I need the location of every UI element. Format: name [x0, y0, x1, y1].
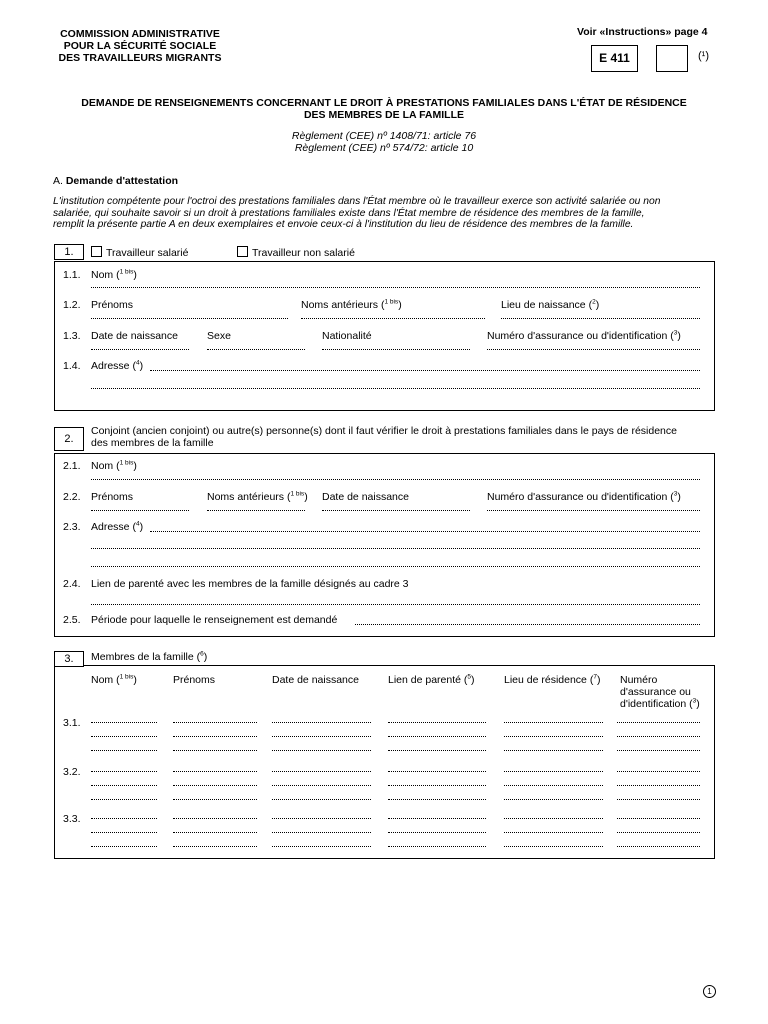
field-1-2-noms-anterieurs-input[interactable] [301, 318, 485, 319]
member-entry-line-1-3-col-4[interactable] [388, 750, 486, 751]
field-1-2-prenoms-input[interactable] [91, 318, 288, 319]
box-3-number: 3. [54, 651, 84, 667]
member-entry-line-2-2-col-4[interactable] [388, 785, 486, 786]
box-2-description [91, 425, 713, 449]
member-entry-line-2-3-col-4[interactable] [388, 799, 486, 800]
member-entry-line-3-1-col-5[interactable] [504, 818, 603, 819]
field-1-2-lieu-naissance-label: Lieu de naissance ($^2$) [501, 298, 600, 311]
member-entry-line-1-3-col-6[interactable] [617, 750, 700, 751]
member-entry-line-1-1-col-1[interactable] [91, 722, 157, 723]
member-entry-line-3-1-col-6[interactable] [617, 818, 700, 819]
field-1-1-text: Nom [91, 269, 114, 281]
field-1-3-nationalite-input[interactable] [322, 349, 470, 350]
col-lien-parente-header: Lien de parenté ($^5$) [388, 673, 475, 686]
col-numero-line-2: d'assurance ou [620, 686, 691, 698]
worker-self-employed-checkbox[interactable] [237, 246, 248, 257]
member-entry-line-2-1-col-5[interactable] [504, 771, 603, 772]
member-entry-line-3-2-col-2[interactable] [173, 832, 257, 833]
field-1-4-label: Adresse ($^4$) [91, 359, 144, 372]
box-1-number: 1. [54, 244, 84, 260]
field-number-1-3: 1.3. [63, 330, 81, 342]
member-entry-line-3-3-col-3[interactable] [272, 846, 371, 847]
field-2-2-prenoms-input[interactable] [91, 510, 189, 511]
field-1-3-numero-input[interactable] [487, 349, 700, 350]
field-number-1-1: 1.1. [63, 269, 81, 281]
member-entry-line-2-1-col-4[interactable] [388, 771, 486, 772]
section-a-prefix: A. [53, 175, 63, 187]
field-1-1-label: Nom ($^{1 bis}$) [91, 268, 137, 281]
field-number-2-4: 2.4. [63, 578, 81, 590]
field-number-2-5: 2.5. [63, 614, 81, 626]
numero-text: Numéro d'assurance ou d'identification [487, 330, 668, 342]
field-1-4-input-line-1[interactable] [150, 370, 700, 371]
member-entry-line-1-2-col-6[interactable] [617, 736, 700, 737]
col-lieu-text: Lieu de résidence [504, 674, 587, 686]
member-entry-line-1-1-col-6[interactable] [617, 722, 700, 723]
field-2-2-numero-label: Numéro d'assurance ou d'identification ($^3$) [487, 490, 681, 503]
field-2-2-numero-input[interactable] [487, 510, 700, 511]
adresse-text: Adresse [91, 360, 130, 372]
field-1-3-sexe-label: Sexe [207, 330, 231, 342]
member-entry-line-2-2-col-1[interactable] [91, 785, 157, 786]
field-1-4-input-line-2[interactable] [91, 388, 700, 389]
member-entry-line-2-1-col-6[interactable] [617, 771, 700, 772]
intro-line-2: salariée, qui souhaite savoir si un droit à prestations familiales existe dans l'État membre de résidence des membres de la famille, [53, 207, 645, 219]
member-entry-line-1-1-col-3[interactable] [272, 722, 371, 723]
field-1-2-prenoms-label: Prénoms [91, 299, 134, 311]
field-number-2-1: 2.1. [63, 460, 81, 472]
member-entry-line-1-3-col-3[interactable] [272, 750, 371, 751]
member-entry-line-3-1-col-3[interactable] [272, 818, 371, 819]
worker-employed-label: Travailleur salarié [106, 247, 189, 259]
member-entry-line-1-2-col-3[interactable] [272, 736, 371, 737]
instructions-reference: Voir «Instructions» page 4 [577, 26, 708, 38]
box-2-desc-line-1: Conjoint (ancien conjoint) ou autre(s) personne(s) dont il faut vérifier le droit à prestations familiales dans le pays de résidence [91, 425, 677, 437]
field-1-3-sexe-input[interactable] [207, 349, 305, 350]
row-number-3-3: 3.3. [63, 813, 81, 825]
member-entry-line-1-1-col-5[interactable] [504, 722, 603, 723]
member-entry-line-2-3-col-6[interactable] [617, 799, 700, 800]
worker-employed-checkbox[interactable] [91, 246, 102, 257]
member-entry-line-2-1-col-2[interactable] [173, 771, 257, 772]
member-entry-line-3-2-col-6[interactable] [617, 832, 700, 833]
title-line-1: DEMANDE DE RENSEIGNEMENTS CONCERNANT LE DROIT À PRESTATIONS FAMILIALES DANS L'ÉTAT DE RÉSIDENCE [81, 97, 687, 109]
regulation-1: Règlement (CEE) nº 1408/71: article 76 [291, 130, 477, 142]
col-lieu-residence-header: Lieu de résidence ($^7$) [504, 673, 601, 686]
field-1-1-input[interactable] [91, 287, 700, 288]
field-1-3-nationalite-label: Nationalité [322, 330, 372, 342]
member-entry-line-1-1-col-2[interactable] [173, 722, 257, 723]
col-nom-text: Nom [91, 674, 114, 686]
col-lien-text: Lien de parenté [388, 674, 461, 686]
member-entry-line-3-3-col-6[interactable] [617, 846, 700, 847]
section-a-intro [53, 196, 715, 231]
col-numero-line-1: Numéro [620, 674, 658, 686]
member-entry-line-3-2-col-1[interactable] [91, 832, 157, 833]
col-date-naissance-header: Date de naissance [272, 674, 359, 686]
member-entry-line-1-3-col-1[interactable] [91, 750, 157, 751]
field-1-3-numero-label: Numéro d'assurance ou d'identification ($^3$) [487, 329, 681, 342]
section-a-title: Demande d'attestation [65, 175, 179, 187]
field-2-3-input-line-2[interactable] [91, 548, 700, 549]
member-entry-line-3-1-col-4[interactable] [388, 818, 486, 819]
field-number-1-2: 1.2. [63, 299, 81, 311]
org-line-3: DES TRAVAILLEURS MIGRANTS [58, 52, 222, 64]
field-2-2-noms-anterieurs-label: Noms antérieurs ($^{1 bis}$) [207, 490, 308, 503]
box-2-number: 2. [54, 427, 84, 451]
field-2-2-noms-text: Noms antérieurs [207, 491, 285, 503]
col-numero-line-3-text: d'identification [620, 698, 687, 710]
member-entry-line-3-1-col-2[interactable] [173, 818, 257, 819]
box-2-desc-line-2: des membres de la famille [91, 437, 214, 449]
member-entry-line-1-2-col-1[interactable] [91, 736, 157, 737]
intro-line-1: L'institution compétente pour l'octroi des prestations familiales dans l'État membre où le travailleur exerce son activité salariée ou non [53, 196, 661, 207]
member-entry-line-2-3-col-5[interactable] [504, 799, 603, 800]
field-2-2-noms-anterieurs-input[interactable] [207, 510, 305, 511]
org-line-2: POUR LA SÉCURITÉ SOCIALE [63, 40, 217, 52]
field-2-3-text: Adresse [91, 521, 130, 533]
form-code-note: (¹) [698, 50, 709, 62]
form-code-extra-box[interactable] [656, 45, 688, 72]
member-entry-line-3-3-col-5[interactable] [504, 846, 603, 847]
field-number-2-3: 2.3. [63, 521, 81, 533]
field-1-3-date-input[interactable] [91, 349, 189, 350]
row-number-3-1: 3.1. [63, 717, 81, 729]
member-entry-line-2-1-col-3[interactable] [272, 771, 371, 772]
field-2-3-input-line-3[interactable] [91, 566, 700, 567]
col-numero-line-3: d'identification ($^3$) [620, 697, 700, 710]
box-3-heading-text: Membres de la famille [91, 651, 194, 663]
field-2-1-input[interactable] [91, 479, 700, 480]
field-2-2-numero-text: Numéro d'assurance ou d'identification [487, 491, 668, 503]
member-entry-line-2-1-col-1[interactable] [91, 771, 157, 772]
field-1-3-date-label: Date de naissance [91, 330, 178, 342]
member-entry-line-1-3-col-2[interactable] [173, 750, 257, 751]
noms-anterieurs-text: Noms antérieurs [301, 299, 379, 311]
col-nom-header: Nom ($^{1 bis}$) [91, 673, 137, 686]
section-a-heading [53, 175, 178, 187]
row-number-3-2: 3.2. [63, 766, 81, 778]
field-2-5-label: Période pour laquelle le renseignement est demandé [91, 614, 338, 626]
field-number-2-2: 2.2. [63, 491, 81, 503]
regulations [40, 130, 728, 154]
title-line-2: DES MEMBRES DE LA FAMILLE [303, 109, 465, 121]
member-entry-line-1-3-col-5[interactable] [504, 750, 603, 751]
member-entry-line-3-3-col-2[interactable] [173, 846, 257, 847]
worker-self-employed-option[interactable] [237, 246, 355, 259]
field-2-4-input[interactable] [91, 604, 700, 605]
issuing-organization [40, 28, 240, 64]
field-2-3-input-line-1[interactable] [150, 531, 700, 532]
field-2-1-label: Nom ($^{1 bis}$) [91, 459, 137, 472]
box-2-frame [54, 453, 715, 637]
field-2-3-label: Adresse ($^4$) [91, 520, 144, 533]
box-3-frame [54, 665, 715, 859]
form-code-box: E 411 [591, 45, 638, 72]
member-entry-line-3-3-col-4[interactable] [388, 846, 486, 847]
member-entry-line-2-3-col-2[interactable] [173, 799, 257, 800]
member-entry-line-2-2-col-2[interactable] [173, 785, 257, 786]
worker-employed-option[interactable] [91, 246, 188, 259]
regulation-2: Règlement (CEE) nº 574/72: article 10 [294, 142, 474, 154]
member-entry-line-1-1-col-4[interactable] [388, 722, 486, 723]
member-entry-line-1-2-col-5[interactable] [504, 736, 603, 737]
lieu-naissance-text: Lieu de naissance [501, 299, 586, 311]
member-entry-line-3-1-col-1[interactable] [91, 818, 157, 819]
field-2-2-date-label: Date de naissance [322, 491, 409, 503]
member-entry-line-2-3-col-3[interactable] [272, 799, 371, 800]
field-2-1-text: Nom [91, 460, 114, 472]
page-number-mark: 1 [703, 985, 716, 998]
box-3-heading: Membres de la famille ($^6$) [91, 650, 208, 663]
member-entry-line-2-3-col-1[interactable] [91, 799, 157, 800]
col-numero-header [620, 674, 700, 710]
form-title [40, 97, 728, 121]
field-2-5-input[interactable] [355, 624, 700, 625]
field-1-2-lieu-naissance-input[interactable] [501, 318, 700, 319]
field-1-2-noms-anterieurs-label: Noms antérieurs ($^{1 bis}$) [301, 298, 402, 311]
member-entry-line-3-3-col-1[interactable] [91, 846, 157, 847]
field-number-1-4: 1.4. [63, 360, 81, 372]
field-2-2-prenoms-label: Prénoms [91, 491, 134, 503]
member-entry-line-3-2-col-3[interactable] [272, 832, 371, 833]
member-entry-line-3-2-col-5[interactable] [504, 832, 603, 833]
member-entry-line-1-2-col-2[interactable] [173, 736, 257, 737]
field-2-2-date-input[interactable] [322, 510, 470, 511]
worker-self-employed-label: Travailleur non salarié [252, 247, 355, 259]
member-entry-line-2-2-col-6[interactable] [617, 785, 700, 786]
field-2-4-label: Lien de parenté avec les membres de la famille désignés au cadre 3 [91, 578, 409, 590]
member-entry-line-2-2-col-3[interactable] [272, 785, 371, 786]
member-entry-line-2-2-col-5[interactable] [504, 785, 603, 786]
member-entry-line-3-2-col-4[interactable] [388, 832, 486, 833]
org-line-1: COMMISSION ADMINISTRATIVE [60, 28, 220, 40]
col-prenoms-header: Prénoms [173, 674, 216, 686]
member-entry-line-1-2-col-4[interactable] [388, 736, 486, 737]
intro-line-3: remplit la présente partie A en deux exemplaires et envoie ceux-ci à l'institution du lieu de résidence des membres de la famille. [53, 219, 634, 230]
